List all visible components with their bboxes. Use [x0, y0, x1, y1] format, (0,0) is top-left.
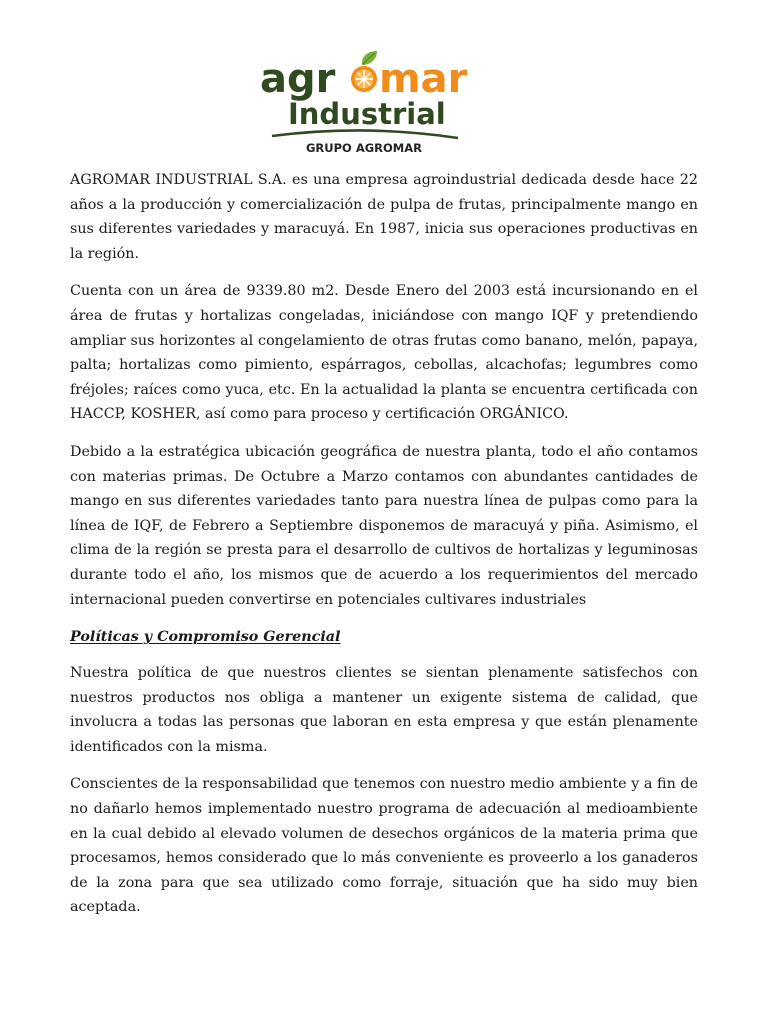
environment-paragraph: Conscientes de la responsabilidad que tenemos con nuestro medio ambiente y a fin de no dañarlo hemos implementado nuestro programa de adecuación al medioambiente en la cual debido al elevado volumen de desechos orgánicos de la materia prima que procesamos, hemos considerado que lo más conveniente es proveerlo a los ganaderos de la zona para que sea utilizado como forraje, situación que ha sido muy bien aceptada.	[70, 776, 698, 916]
location-paragraph: Debido a la estratégica ubicación geográfica de nuestra planta, todo el año contamos con materias primas. De Octubre a Marzo contamos con abundantes cantidades de mango en sus diferentes variedades tanto para nuestra línea de pulpas como para la línea de IQF, de Febrero a Septiembre disponemos de maracuyá y piña. Asimismo, el clima de la región se presta para el desarrollo de cultivos de hortalizas y leguminosas durante todo el año, los mismos que de acuerdo a los requerimientos del mercado internacional pueden convertirse en potenciales cultivares industriales	[70, 443, 698, 608]
logo-word-agr: agr	[260, 56, 336, 102]
logo-subtitle: Industrial	[288, 97, 446, 131]
orange-slice-icon	[351, 66, 377, 92]
document-body	[70, 168, 698, 933]
logo-word-mar: mar	[379, 56, 468, 102]
section-heading: Políticas y Compromiso Gerencial	[70, 629, 341, 646]
logo-graphic	[258, 48, 470, 158]
area-paragraph: Cuenta con un área de 9339.80 m2. Desde Enero del 2003 está incursionando en el área de frutas y hortalizas congeladas, iniciándose con mango IQF y pretendiendo ampliar sus horizontes al congelamiento de otras frutas como banano, melón, papaya, palta; hortalizas como pimiento, espárragos, cebollas, alcachofas; legumbres como fréjoles; raíces como yuca, etc. En la actualidad la planta se encuentra certificada con HACCP, KOSHER, así como para proceso y certificación ORGÁNICO.	[70, 283, 698, 423]
logo-swoosh	[272, 130, 458, 138]
company-logo	[258, 48, 470, 158]
leaf-icon	[362, 51, 377, 65]
policy-paragraph: Nuestra política de que nuestros clientes se sientan plenamente satisfechos con nuestros productos nos obliga a mantener un exigente sistema de calidad, que involucra a todas las personas que laboran en esta empresa y que están plenamente identificados con la misma.	[70, 665, 698, 755]
logo-group-name: GRUPO AGROMAR	[305, 141, 423, 155]
intro-paragraph: AGROMAR INDUSTRIAL S.A. es una empresa agroindustrial dedicada desde hace 22 años a la producción y comercialización de pulpa de frutas, principalmente mango en sus diferentes variedades y maracuyá. En 1987, inicia sus operaciones productivas en la región.	[70, 172, 698, 262]
